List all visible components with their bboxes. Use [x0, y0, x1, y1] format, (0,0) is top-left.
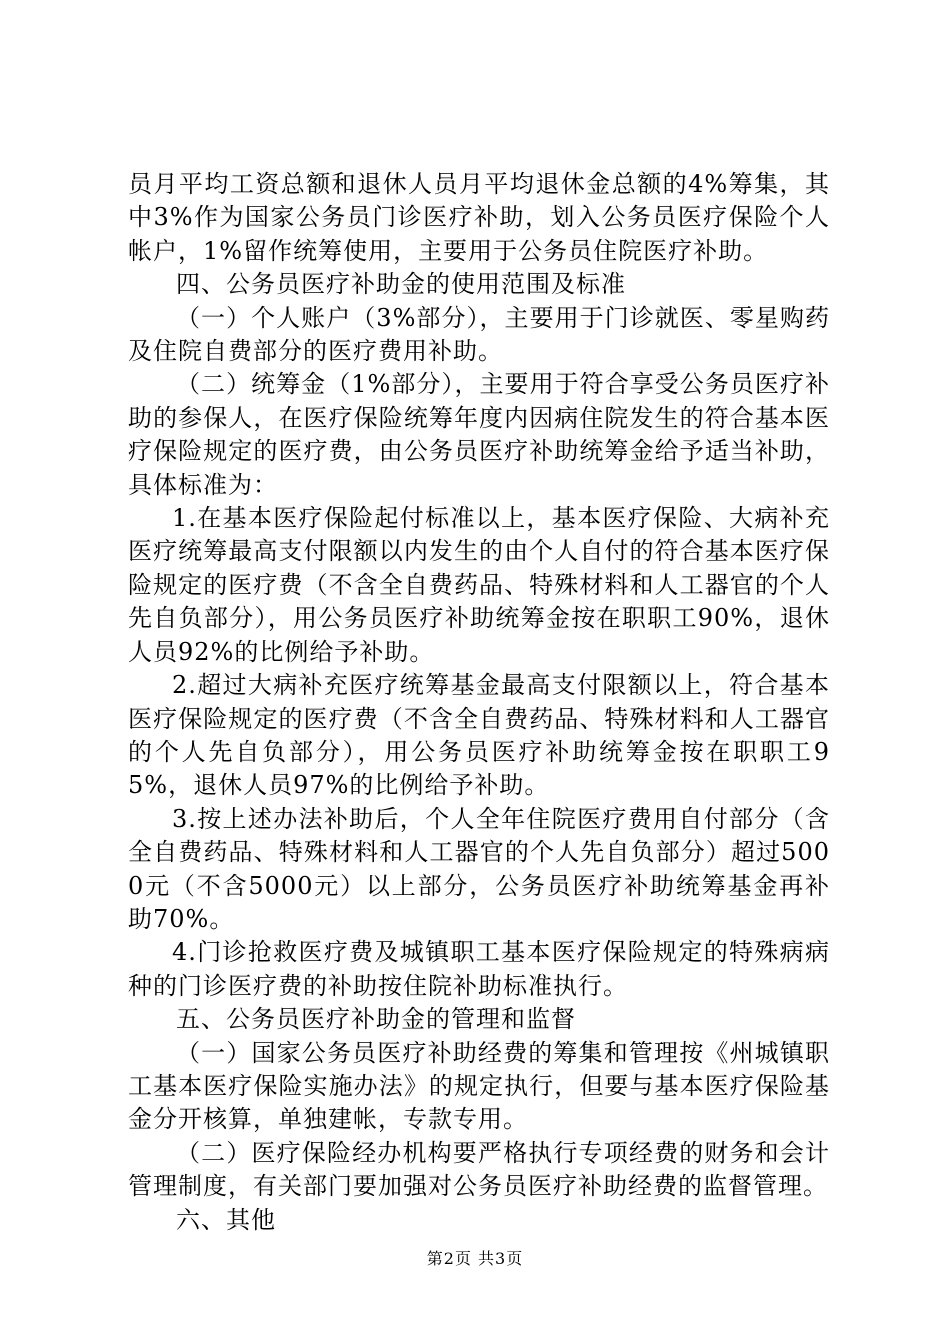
paragraph: （一）国家公务员医疗补助经费的筹集和管理按《州城镇职工基本医疗保险实施办法》的规定执行，但要与基本医疗保险基金分开核算，单独建帐，专款专用。	[128, 1038, 830, 1134]
paragraph: （二）统筹金（1%部分），主要用于符合享受公务员医疗补助的参保人，在医疗保险统筹年度内因病住院发生的符合基本医疗保险规定的医疗费，由公务员医疗补助统筹金给予适当补助，具体标准为：	[128, 370, 830, 499]
paragraph: （一）个人账户（3%部分），主要用于门诊就医、零星购药及住院自费部分的医疗费用补助。	[128, 303, 830, 366]
section-heading: 五、公务员医疗补助金的管理和监督	[176, 1005, 576, 1034]
document-body	[128, 168, 830, 1237]
paragraph: 员月平均工资总额和退休人员月平均退休金总额的4%筹集，其中3%作为国家公务员门诊医疗补助，划入公务员医疗保险个人帐户，1%留作统筹使用，主要用于公务员住院医疗补助。	[128, 170, 830, 265]
list-item: 2.超过大病补充医疗统筹基金最高支付限额以上，符合基本医疗保险规定的医疗费（不含全自费药品、特殊材料和人工器官的个人先自负部分），用公务员医疗补助统筹金按在职职工95%，退休人员97%的比例给予补助。	[128, 671, 830, 800]
section-heading: 六、其他	[176, 1205, 276, 1234]
paragraph: （二）医疗保险经办机构要严格执行专项经费的财务和会计管理制度，有关部门要加强对公务员医疗补助经费的监督管理。	[128, 1138, 830, 1201]
section-heading: 四、公务员医疗补助金的使用范围及标准	[176, 270, 626, 299]
list-item: 4.门诊抢救医疗费及城镇职工基本医疗保险规定的特殊病病种的门诊医疗费的补助按住院补助标准执行。	[128, 938, 830, 1000]
page-number-label: 第2页 共3页	[426, 1249, 524, 1268]
list-item: 1.在基本医疗保险起付标准以上，基本医疗保险、大病补充医疗统筹最高支付限额以内发生的由个人自付的符合基本医疗保险规定的医疗费（不含全自费药品、特殊材料和人工器官的个人先自负部分），用公务员医疗补助统筹金按在职职工90%，退休人员92%的比例给予补助。	[128, 504, 830, 666]
page-footer	[0, 1246, 950, 1269]
list-item: 3.按上述办法补助后，个人全年住院医疗费用自付部分（含全自费药品、特殊材料和人工器官的个人先自负部分）超过5000元（不含5000元）以上部分，公务员医疗补助统筹基金再补助70%。	[128, 804, 830, 933]
